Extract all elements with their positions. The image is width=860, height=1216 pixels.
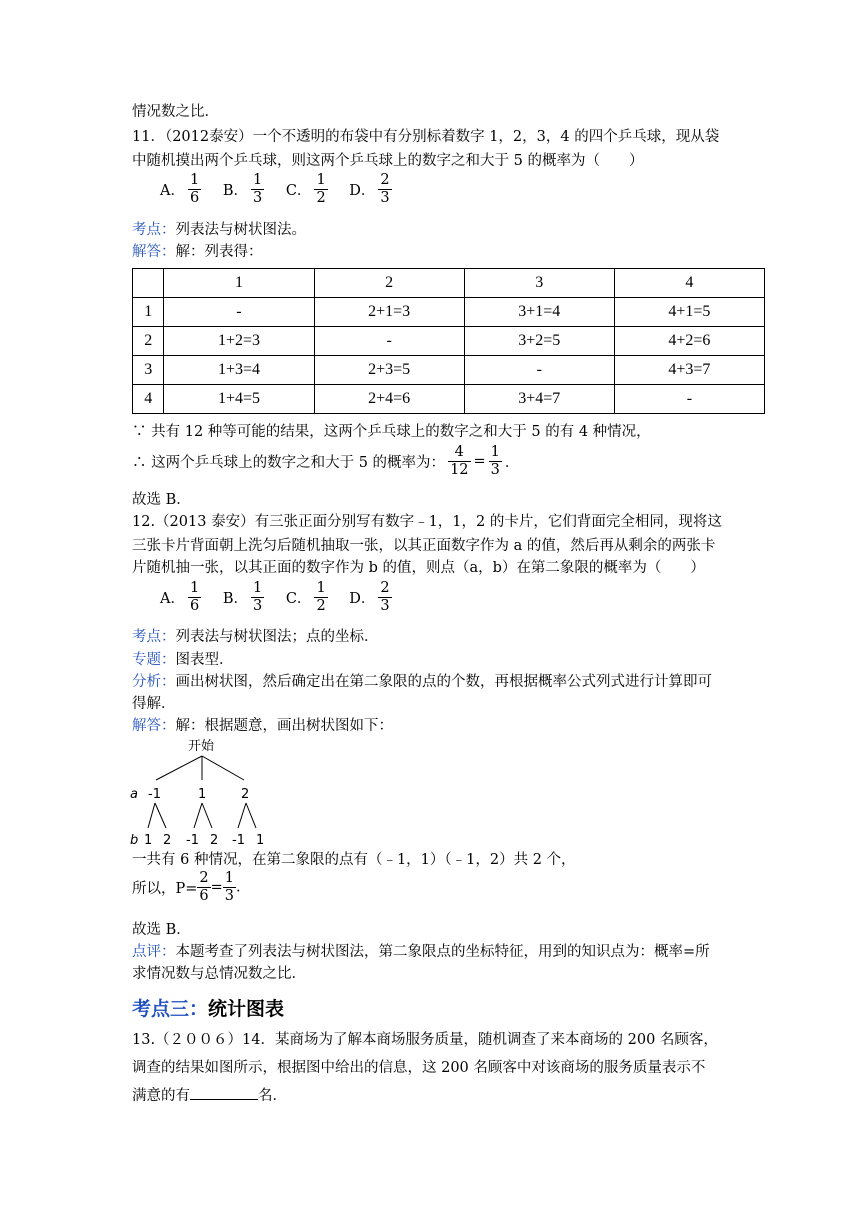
q12-jieda: 解答：解：根据题意，画出树状图如下： [132,718,393,734]
section-heading: 考点三：统计图表 [132,998,285,1020]
sum-table [132,268,765,414]
tree-node: -1 [148,787,161,802]
table-cell: 4 [614,269,764,298]
table-cell: - [164,298,314,327]
q11-therefore: ∴ 这两个乒乓球上的数字之和大于 5 的概率为： $\frac{4}{12}$ = $\frac{1}{3}$ ． [132,444,520,478]
q13-line2: 调查的结果如图所示，根据图中给出的信息，这 200 名顾客中对该商场的服务质量表示不 [132,1060,706,1076]
table-cell: 3+1=4 [464,298,614,327]
table-cell: - [464,356,614,385]
table-cell: 3+4=7 [464,385,614,414]
tree-branch [202,756,244,780]
answer-blank[interactable] [190,1084,258,1100]
table-cell: 1 [133,298,164,327]
q11-jieda: 解答：解：列表得： [132,244,263,260]
table-cell: - [314,327,464,356]
q12-option-c: C． $\frac{1}{2}$ [285,580,326,614]
table-cell: - [614,385,764,414]
q12-fenxi: 分析：画出树状图，然后确定出在第二象限的点的个数，再根据概率公式列式进行计算即可 [132,674,712,690]
tree-branch [194,803,202,828]
q13-line3: 满意的有 名． [132,1084,287,1106]
q12-dianping: 点评：本题考查了列表法与树状图法，第二象限点的坐标特征，用到的知识点为：概率=所 [132,944,710,960]
q11-because: ∵ 共有 12 种等可能的结果，这两个乒乓球上的数字之和大于 5 的有 4 种情况， [132,424,651,440]
q13-line1: 13.（２００６）14．某商场为了解本商场服务质量，随机调查了来本商场的 200 名顾客， [132,1032,718,1048]
q12-answer: 故选 B． [132,922,191,938]
fraction: $\frac{1}{3}$ [490,444,500,478]
tree-node: 2 [241,787,250,802]
q12-total: 一共有 6 种情况，在第二象限的点有（﹣1，1）（﹣1，2）共 2 个， [132,852,576,868]
table-cell: 1+3=4 [164,356,314,385]
tree-node: -1 [232,833,245,848]
tree-branch [148,803,155,828]
tree-node: 2 [210,833,219,848]
table-cell [133,269,164,298]
tree-node: 2 [163,833,172,848]
table-cell: 3 [464,269,614,298]
q11-option-d: D． $\frac{2}{3}$ [349,172,390,206]
q12-zhuanti: 专题：图表型． [132,652,234,668]
tree-root: 开始 [188,739,215,754]
table-cell: 4 [133,385,164,414]
table-cell: 4+2=6 [614,327,764,356]
tree-branch [202,803,212,828]
table-row [133,356,765,385]
q11-option-a: A． $\frac{1}{6}$ [160,172,200,206]
table-cell: 4+3=7 [614,356,764,385]
q12-options [160,580,409,615]
tree-node: 1 [256,833,265,848]
table-cell: 1+2=3 [164,327,314,356]
q12-option-b: B． $\frac{1}{3}$ [222,580,263,614]
table-cell: 3 [133,356,164,385]
q12-so: 所以，P= $\frac{2}{6}$ = $\frac{1}{3}$ . [132,870,241,904]
tree-branch [238,803,246,828]
q10-tail: 情况数之比． [132,104,219,120]
q11-option-c: C． $\frac{1}{2}$ [285,172,326,206]
table-cell: 2+4=6 [314,385,464,414]
tree-node: 1 [198,787,207,802]
tree-node: 1 [144,833,153,848]
q12-option-a: A． $\frac{1}{6}$ [160,580,200,614]
table-cell: 2 [314,269,464,298]
fraction: $\frac{2}{6}$ [199,870,209,904]
q11-options [160,172,409,207]
q11-option-b: B． $\frac{1}{3}$ [222,172,263,206]
q11-kaodian: 考点：列表法与树状图法。 [132,222,306,238]
tree-branch [156,756,202,780]
table-cell: 1 [164,269,314,298]
q12-fenxi-cont: 得解． [132,696,176,712]
table-row [133,385,765,414]
table-cell: 2+3=5 [314,356,464,385]
tree-diagram [128,736,288,848]
table-row [133,298,765,327]
tree-a-label: a [130,787,138,802]
table-cell: 2+1=3 [314,298,464,327]
tree-node: -1 [186,833,199,848]
q12-kaodian: 考点：列表法与树状图法；点的坐标． [132,629,379,645]
q12-dianping-cont: 求情况数与总情况数之比． [132,966,306,982]
fraction: $\frac{4}{12}$ [450,444,469,478]
fraction: $\frac{1}{3}$ [224,870,235,904]
tree-branch [246,803,256,828]
table-cell: 1+4=5 [164,385,314,414]
q12-line3: 片随机抽一张，以其正面的数字作为 b 的值，则点（a，b）在第二象限的概率为（ ） [132,560,705,576]
tree-b-label: b [130,833,139,848]
q11-line2: 中随机摸出两个乒乓球，则这两个乒乓球上的数字之和大于 5 的概率为（ ） [132,153,644,169]
q12-line2: 三张卡片背面朝上洗匀后随机抽取一张，以其正面数字作为 a 的值，然后再从剩余的两张卡 [132,538,716,554]
table-cell: 3+2=5 [464,327,614,356]
q12-option-d: D． $\frac{2}{3}$ [349,580,390,614]
table-cell: 4+1=5 [614,298,764,327]
q12-line1: 12.（2013 泰安）有三张正面分别写有数字﹣1，1，2 的卡片，它们背面完全相同，现将这 [132,514,722,530]
tree-branch [155,803,166,828]
q11-line1: 11．（2012泰安）一个不透明的布袋中有分别标着数字 1，2，3，4 的四个乒乓球，现从袋 [132,129,720,145]
table-header-row [133,269,765,298]
table-row [133,327,765,356]
table-cell: 2 [133,327,164,356]
q11-answer: 故选 B． [132,492,191,508]
